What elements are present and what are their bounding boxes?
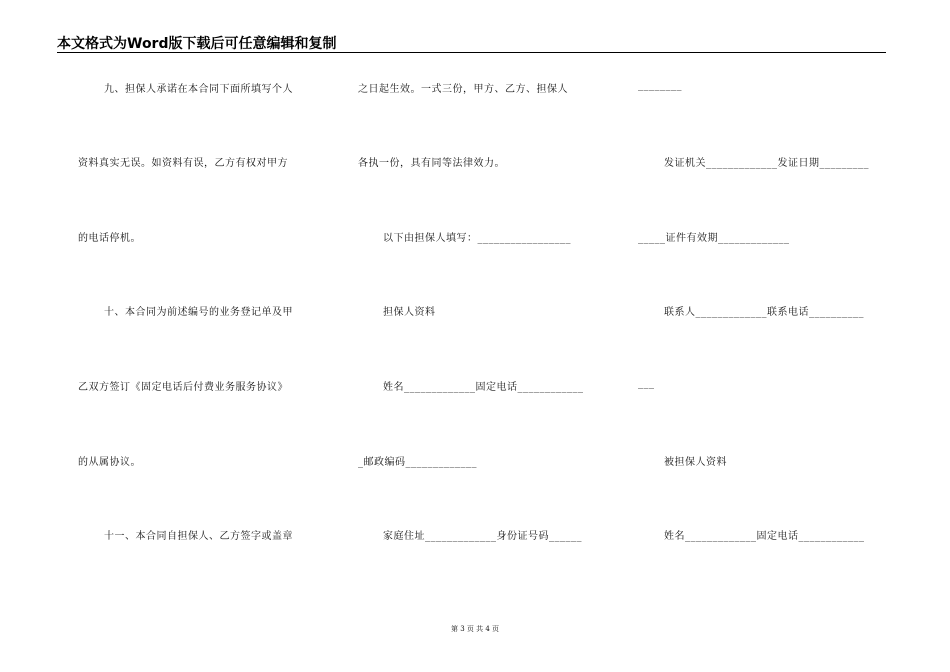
- page-number-footer: 第 3 页 共 4 页: [450, 625, 500, 633]
- left-line-4: 十、本合同为前述编号的业务登记单及甲: [104, 307, 293, 318]
- right-line-5: ___: [638, 378, 655, 389]
- document-header-title: 本文格式为Word版下载后可任意编辑和复制: [57, 36, 337, 52]
- middle-line-6: _邮政编码_____________: [358, 457, 477, 468]
- middle-line-5: 姓名_____________固定电话____________: [383, 382, 584, 393]
- left-line-1: 九、担保人承诺在本合同下面所填写个人: [104, 84, 293, 95]
- right-line-3: _____证件有效期_____________: [638, 233, 790, 244]
- left-line-3: 的电话停机。: [78, 233, 141, 244]
- left-line-2: 资料真实无误。如资料有误，乙方有权对甲方: [78, 158, 288, 169]
- middle-line-2: 各执一份，具有同等法律效力。: [358, 158, 505, 169]
- header-divider: [57, 52, 886, 53]
- right-line-2: 发证机关_____________发证日期_________: [664, 158, 869, 169]
- right-line-4: 联系人_____________联系电话__________: [664, 307, 864, 318]
- middle-line-1: 之日起生效。一式三份，甲方、乙方、担保人: [358, 84, 568, 95]
- left-line-6: 的从属协议。: [78, 457, 141, 468]
- middle-line-4: 担保人资料: [383, 307, 436, 318]
- right-line-1: ________: [638, 80, 682, 91]
- middle-line-7: 家庭住址_____________身份证号码______: [383, 531, 582, 542]
- right-line-7: 姓名_____________固定电话____________: [664, 531, 865, 542]
- middle-line-3: 以下由担保人填写：_________________: [383, 233, 571, 244]
- right-line-6: 被担保人资料: [664, 457, 727, 468]
- left-line-7: 十一、本合同自担保人、乙方签字或盖章: [104, 531, 293, 542]
- left-line-5: 乙双方签订《固定电话后付费业务服务协议》: [78, 382, 288, 393]
